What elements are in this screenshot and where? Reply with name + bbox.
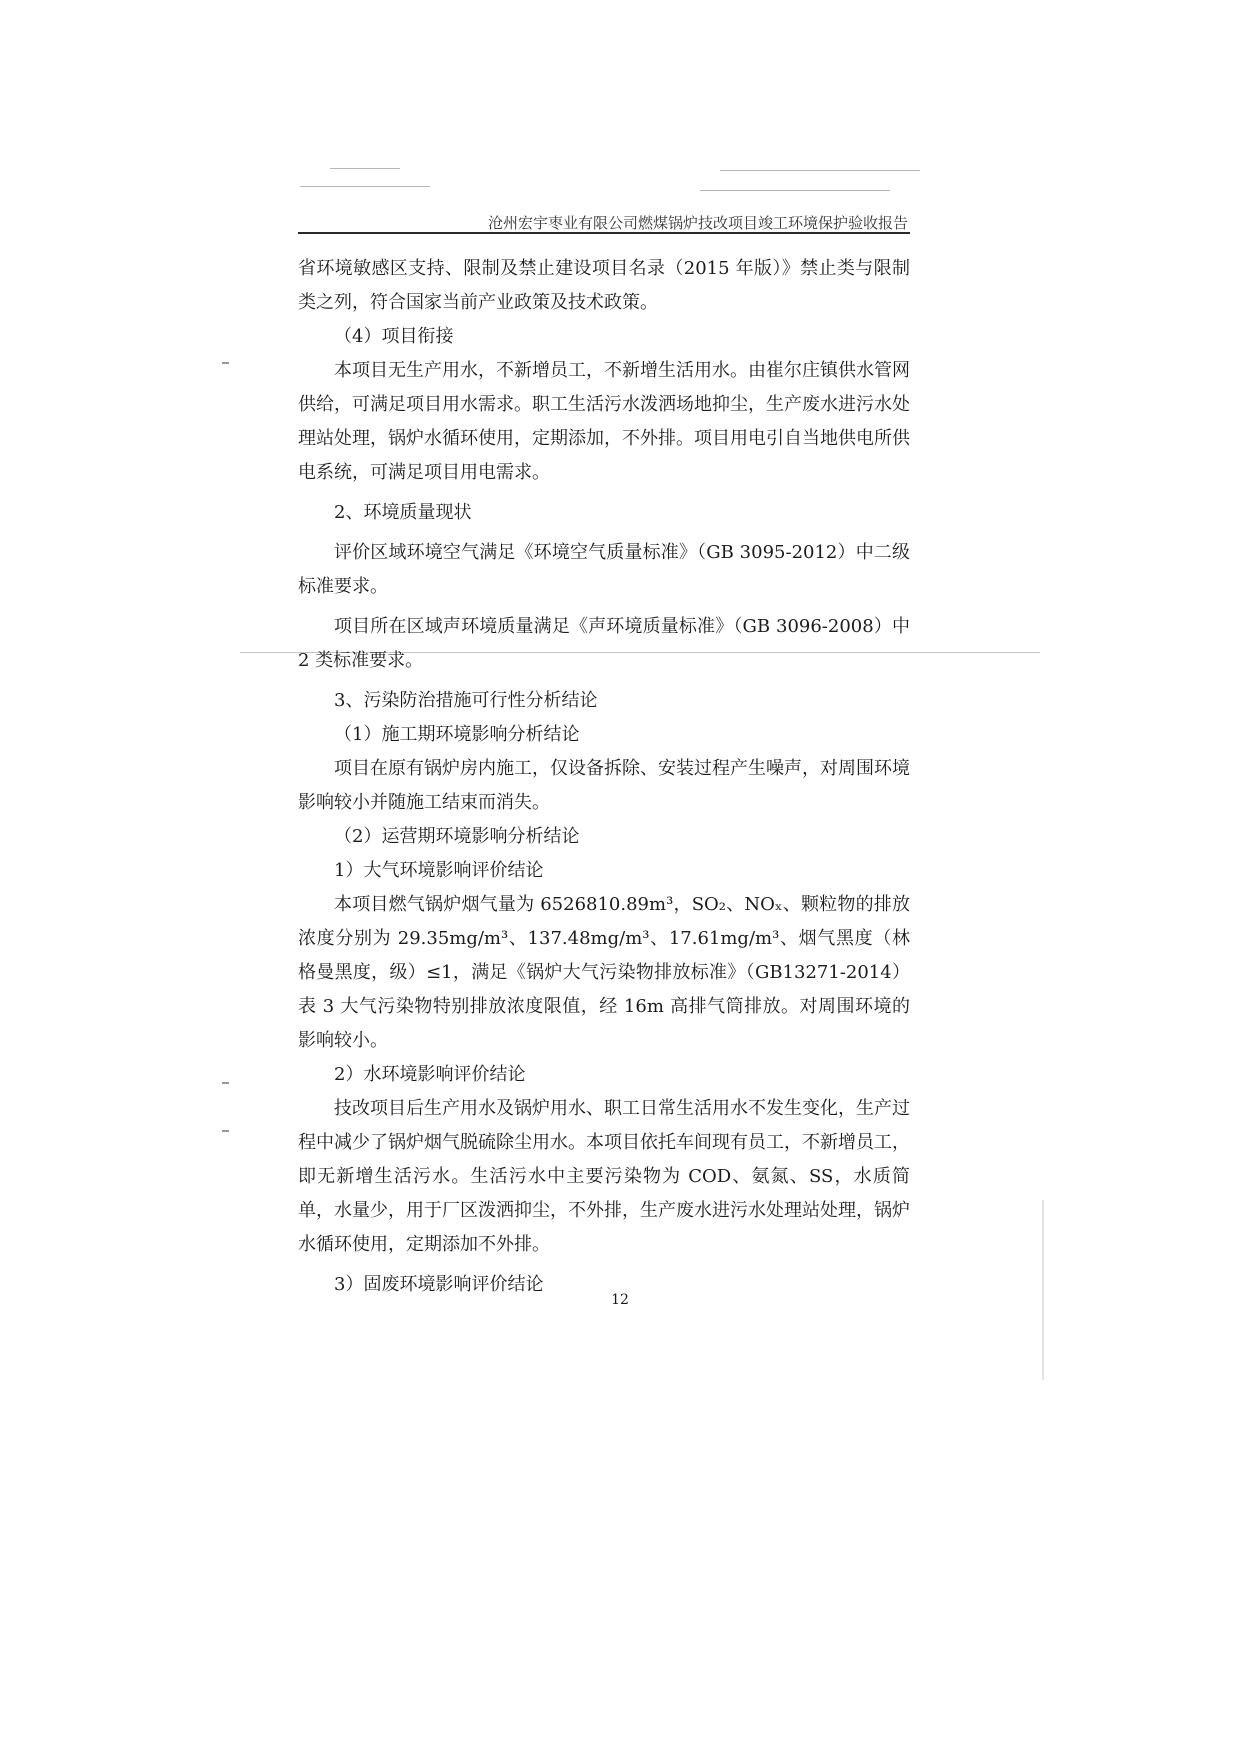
section-heading: 3、污染防治措施可行性分析结论 bbox=[334, 690, 598, 711]
section-heading: （4）项目衔接 bbox=[334, 326, 454, 347]
subsection-heading: 1）大气环境影响评价结论 bbox=[334, 860, 544, 881]
paragraph: 本项目燃气锅炉烟气量为 6526810.89m³，SO₂、NOₓ、颗粒物的排放浓度分别为 29.35mg/m³、137.48mg/m³、17.61mg/m³、烟气黑度（林格曼黑度，级）≤1，满足《锅炉大气污染物排放标准》（GB13271-2014）表 3 大气污染物特别排放浓度限值，经 16m 高排气筒排放。对周围环境的影响较小。 bbox=[298, 894, 910, 1051]
running-header: 沧州宏宇枣业有限公司燃煤锅炉技改项目竣工环境保护验收报告 bbox=[487, 214, 908, 232]
page-number: 12 bbox=[611, 1292, 629, 1308]
subsection-heading: 2）水环境影响评价结论 bbox=[334, 1064, 526, 1085]
paragraph: 技改项目后生产用水及锅炉用水、职工日常生活用水不发生变化，生产过程中减少了锅炉烟气脱硫除尘用水。本项目依托车间现有员工，不新增员工，即无新增生活污水。生活污水中主要污染物为 COD、氨氮、SS，水质简单，水量少，用于厂区泼洒抑尘，不外排，生产废水进污水处理站处理，锅炉水循环使用，定期添加不外排。 bbox=[298, 1098, 910, 1255]
margin-mark bbox=[222, 362, 229, 364]
header-rule bbox=[298, 232, 910, 234]
subsection-heading: 3）固废环境影响评价结论 bbox=[334, 1274, 544, 1295]
subsection-heading: （2）运营期环境影响分析结论 bbox=[334, 826, 580, 847]
margin-mark bbox=[222, 1082, 229, 1084]
paragraph: 项目所在区域声环境质量满足《声环境质量标准》（GB 3096-2008）中 2 类标准要求。 bbox=[298, 616, 910, 671]
scan-line-top-1 bbox=[330, 168, 400, 169]
section-heading: 2、环境质量现状 bbox=[334, 502, 472, 523]
paragraph: 省环境敏感区支持、限制及禁止建设项目名录（2015 年版）》禁止类与限制类之列，符合国家当前产业政策及技术政策。 bbox=[298, 258, 910, 313]
scan-edge bbox=[1042, 1200, 1044, 1380]
page-body bbox=[298, 252, 910, 1302]
scan-line-top-2 bbox=[720, 170, 920, 171]
subsection-heading: （1）施工期环境影响分析结论 bbox=[334, 724, 580, 745]
scan-line-top-4 bbox=[700, 190, 890, 191]
paragraph: 项目在原有锅炉房内施工，仅设备拆除、安装过程产生噪声，对周围环境影响较小并随施工结束而消失。 bbox=[298, 758, 910, 813]
paragraph: 本项目无生产用水，不新增员工，不新增生活用水。由崔尔庄镇供水管网供给，可满足项目用水需求。职工生活污水泼洒场地抑尘，生产废水进污水处理站处理，锅炉水循环使用，定期添加，不外排。项目用电引自当地供电所供电系统，可满足项目用电需求。 bbox=[298, 360, 910, 483]
scan-line-top-3 bbox=[300, 186, 430, 187]
paragraph: 评价区域环境空气满足《环境空气质量标准》（GB 3095-2012）中二级标准要求。 bbox=[298, 542, 910, 597]
margin-mark bbox=[222, 1130, 229, 1132]
